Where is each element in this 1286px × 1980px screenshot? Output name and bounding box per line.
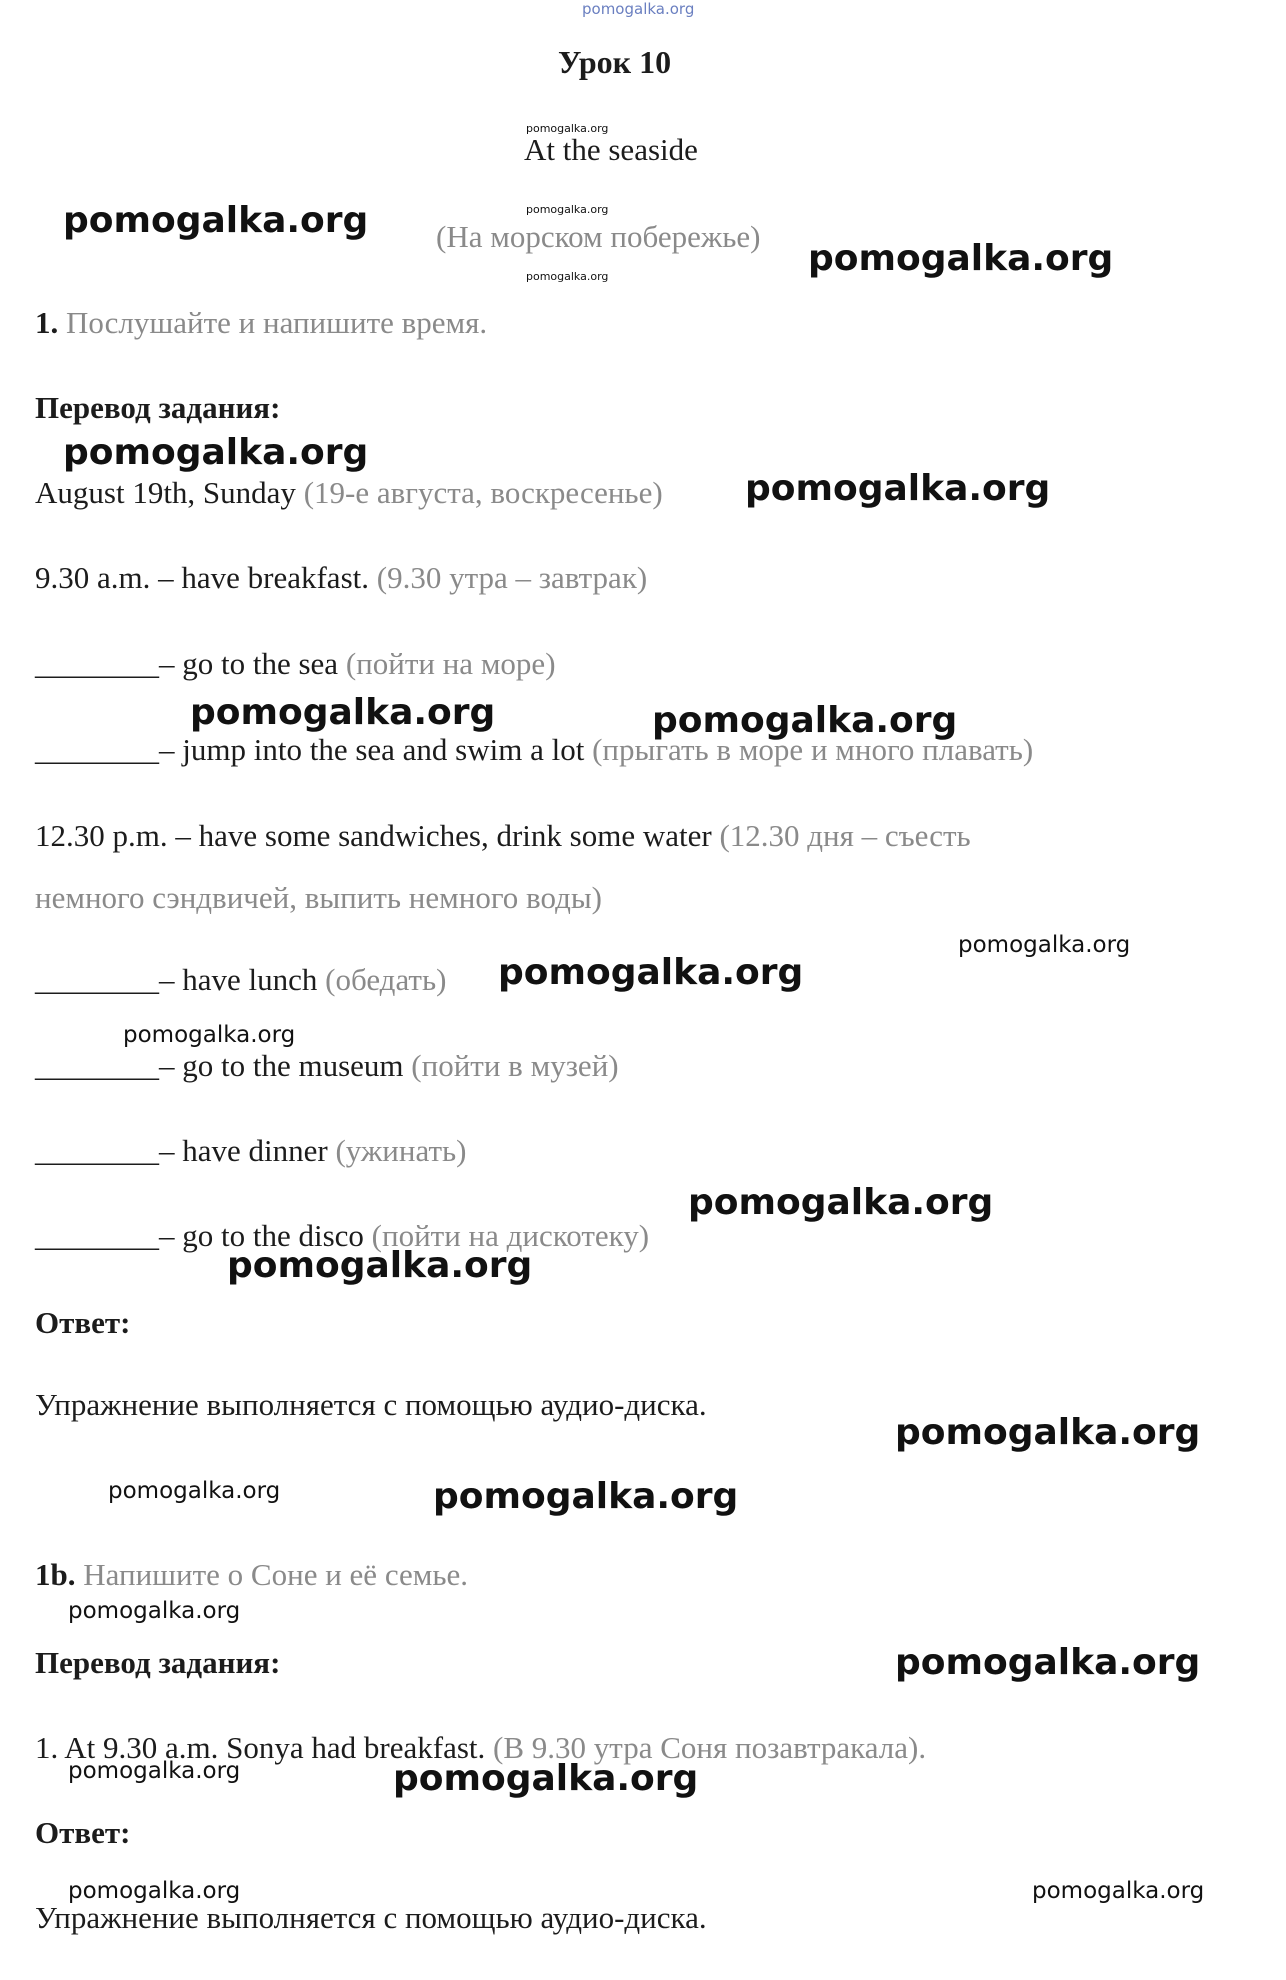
schedule-line [35,962,446,998]
task-instruction: Напишите о Соне и её семье. [83,1557,468,1592]
schedule-translation: (прыгать в море и много плавать) [592,732,1034,767]
date-en: August 19th, Sunday [35,475,296,510]
lesson-title: Урок 10 [558,44,672,80]
watermark: pomogalka.org [498,952,804,993]
schedule-translation: (ужинать) [335,1133,467,1168]
watermark: pomogalka.org [123,1022,296,1048]
schedule-line [35,732,1033,768]
translation-heading: Перевод задания: [35,390,281,425]
watermark-top: pomogalka.org [582,0,695,18]
watermark: pomogalka.org [227,1245,533,1286]
watermark: pomogalka.org [652,700,958,741]
schedule-translation-continued: немного сэндвичей, выпить немного воды) [35,880,603,915]
task-number: 1b. [35,1557,76,1592]
schedule-time-blank: ________ [35,732,159,767]
watermark: pomogalka.org [63,200,369,241]
watermark: pomogalka.org [1032,1878,1205,1904]
watermark: pomogalka.org [68,1598,241,1624]
schedule-time: 12.30 p.m. [35,818,168,853]
lesson-subtitle-ru: (На морском побережье) [436,219,761,254]
watermark: pomogalka.org [108,1478,281,1504]
watermark-small: pomogalka.org [526,122,609,135]
schedule-translation: (12.30 дня – съесть [719,818,971,853]
schedule-activity: – go to the sea [159,646,339,681]
task-1-heading [35,305,487,341]
lesson-subtitle-en: At the seaside [524,132,698,167]
schedule-translation: (пойти в музей) [411,1048,619,1083]
task-1b-heading [35,1557,468,1593]
answer-text: Упражнение выполняется с помощью аудио-диска. [35,1900,707,1935]
schedule-translation: (обедать) [325,962,447,997]
schedule-translation: (9.30 утра – завтрак) [376,560,648,595]
schedule-activity: – have breakfast. [150,560,369,595]
schedule-line [35,560,647,596]
schedule-activity: – have lunch [159,962,318,997]
schedule-translation: (пойти на море) [345,646,556,681]
schedule-activity: – go to the museum [159,1048,404,1083]
date-line [35,475,663,511]
task-number: 1. [35,305,59,340]
watermark: pomogalka.org [745,468,1051,509]
schedule-activity: – have some sandwiches, drink some water [167,818,712,853]
schedule-time-blank: ________ [35,962,159,997]
schedule-activity: – jump into the sea and swim a lot [159,732,585,767]
example-ru: (В 9.30 утра Соня позавтракала). [493,1730,927,1765]
watermark-small: pomogalka.org [526,203,609,216]
watermark: pomogalka.org [808,238,1114,279]
schedule-line [35,1133,466,1169]
watermark: pomogalka.org [688,1182,994,1223]
watermark-small: pomogalka.org [526,270,609,283]
example-en: 1. At 9.30 a.m. Sonya had breakfast. [35,1730,486,1765]
schedule-translation: (пойти на дискотеку) [371,1218,650,1253]
date-ru: (19-е августа, воскресенье) [303,475,663,510]
schedule-time-blank: ________ [35,1048,159,1083]
translation-heading: Перевод задания: [35,1645,281,1680]
schedule-activity: – have dinner [159,1133,328,1168]
schedule-time-blank: ________ [35,646,159,681]
watermark: pomogalka.org [895,1412,1201,1453]
schedule-line [35,818,971,854]
schedule-time-blank: ________ [35,1133,159,1168]
schedule-activity: – go to the disco [159,1218,364,1253]
watermark: pomogalka.org [190,692,496,733]
watermark: pomogalka.org [63,432,369,473]
task-instruction: Послушайте и напишите время. [66,305,488,340]
watermark: pomogalka.org [68,1758,241,1784]
watermark: pomogalka.org [68,1878,241,1904]
watermark: pomogalka.org [433,1476,739,1517]
answer-text: Упражнение выполняется с помощью аудио-диска. [35,1387,707,1422]
schedule-time-blank: ________ [35,1218,159,1253]
schedule-line [35,646,556,682]
schedule-time: 9.30 a.m. [35,560,151,595]
watermark: pomogalka.org [393,1758,699,1799]
schedule-line [35,1048,619,1084]
watermark: pomogalka.org [895,1642,1201,1683]
answer-heading: Ответ: [35,1815,131,1850]
watermark: pomogalka.org [958,932,1131,958]
answer-heading: Ответ: [35,1305,131,1340]
